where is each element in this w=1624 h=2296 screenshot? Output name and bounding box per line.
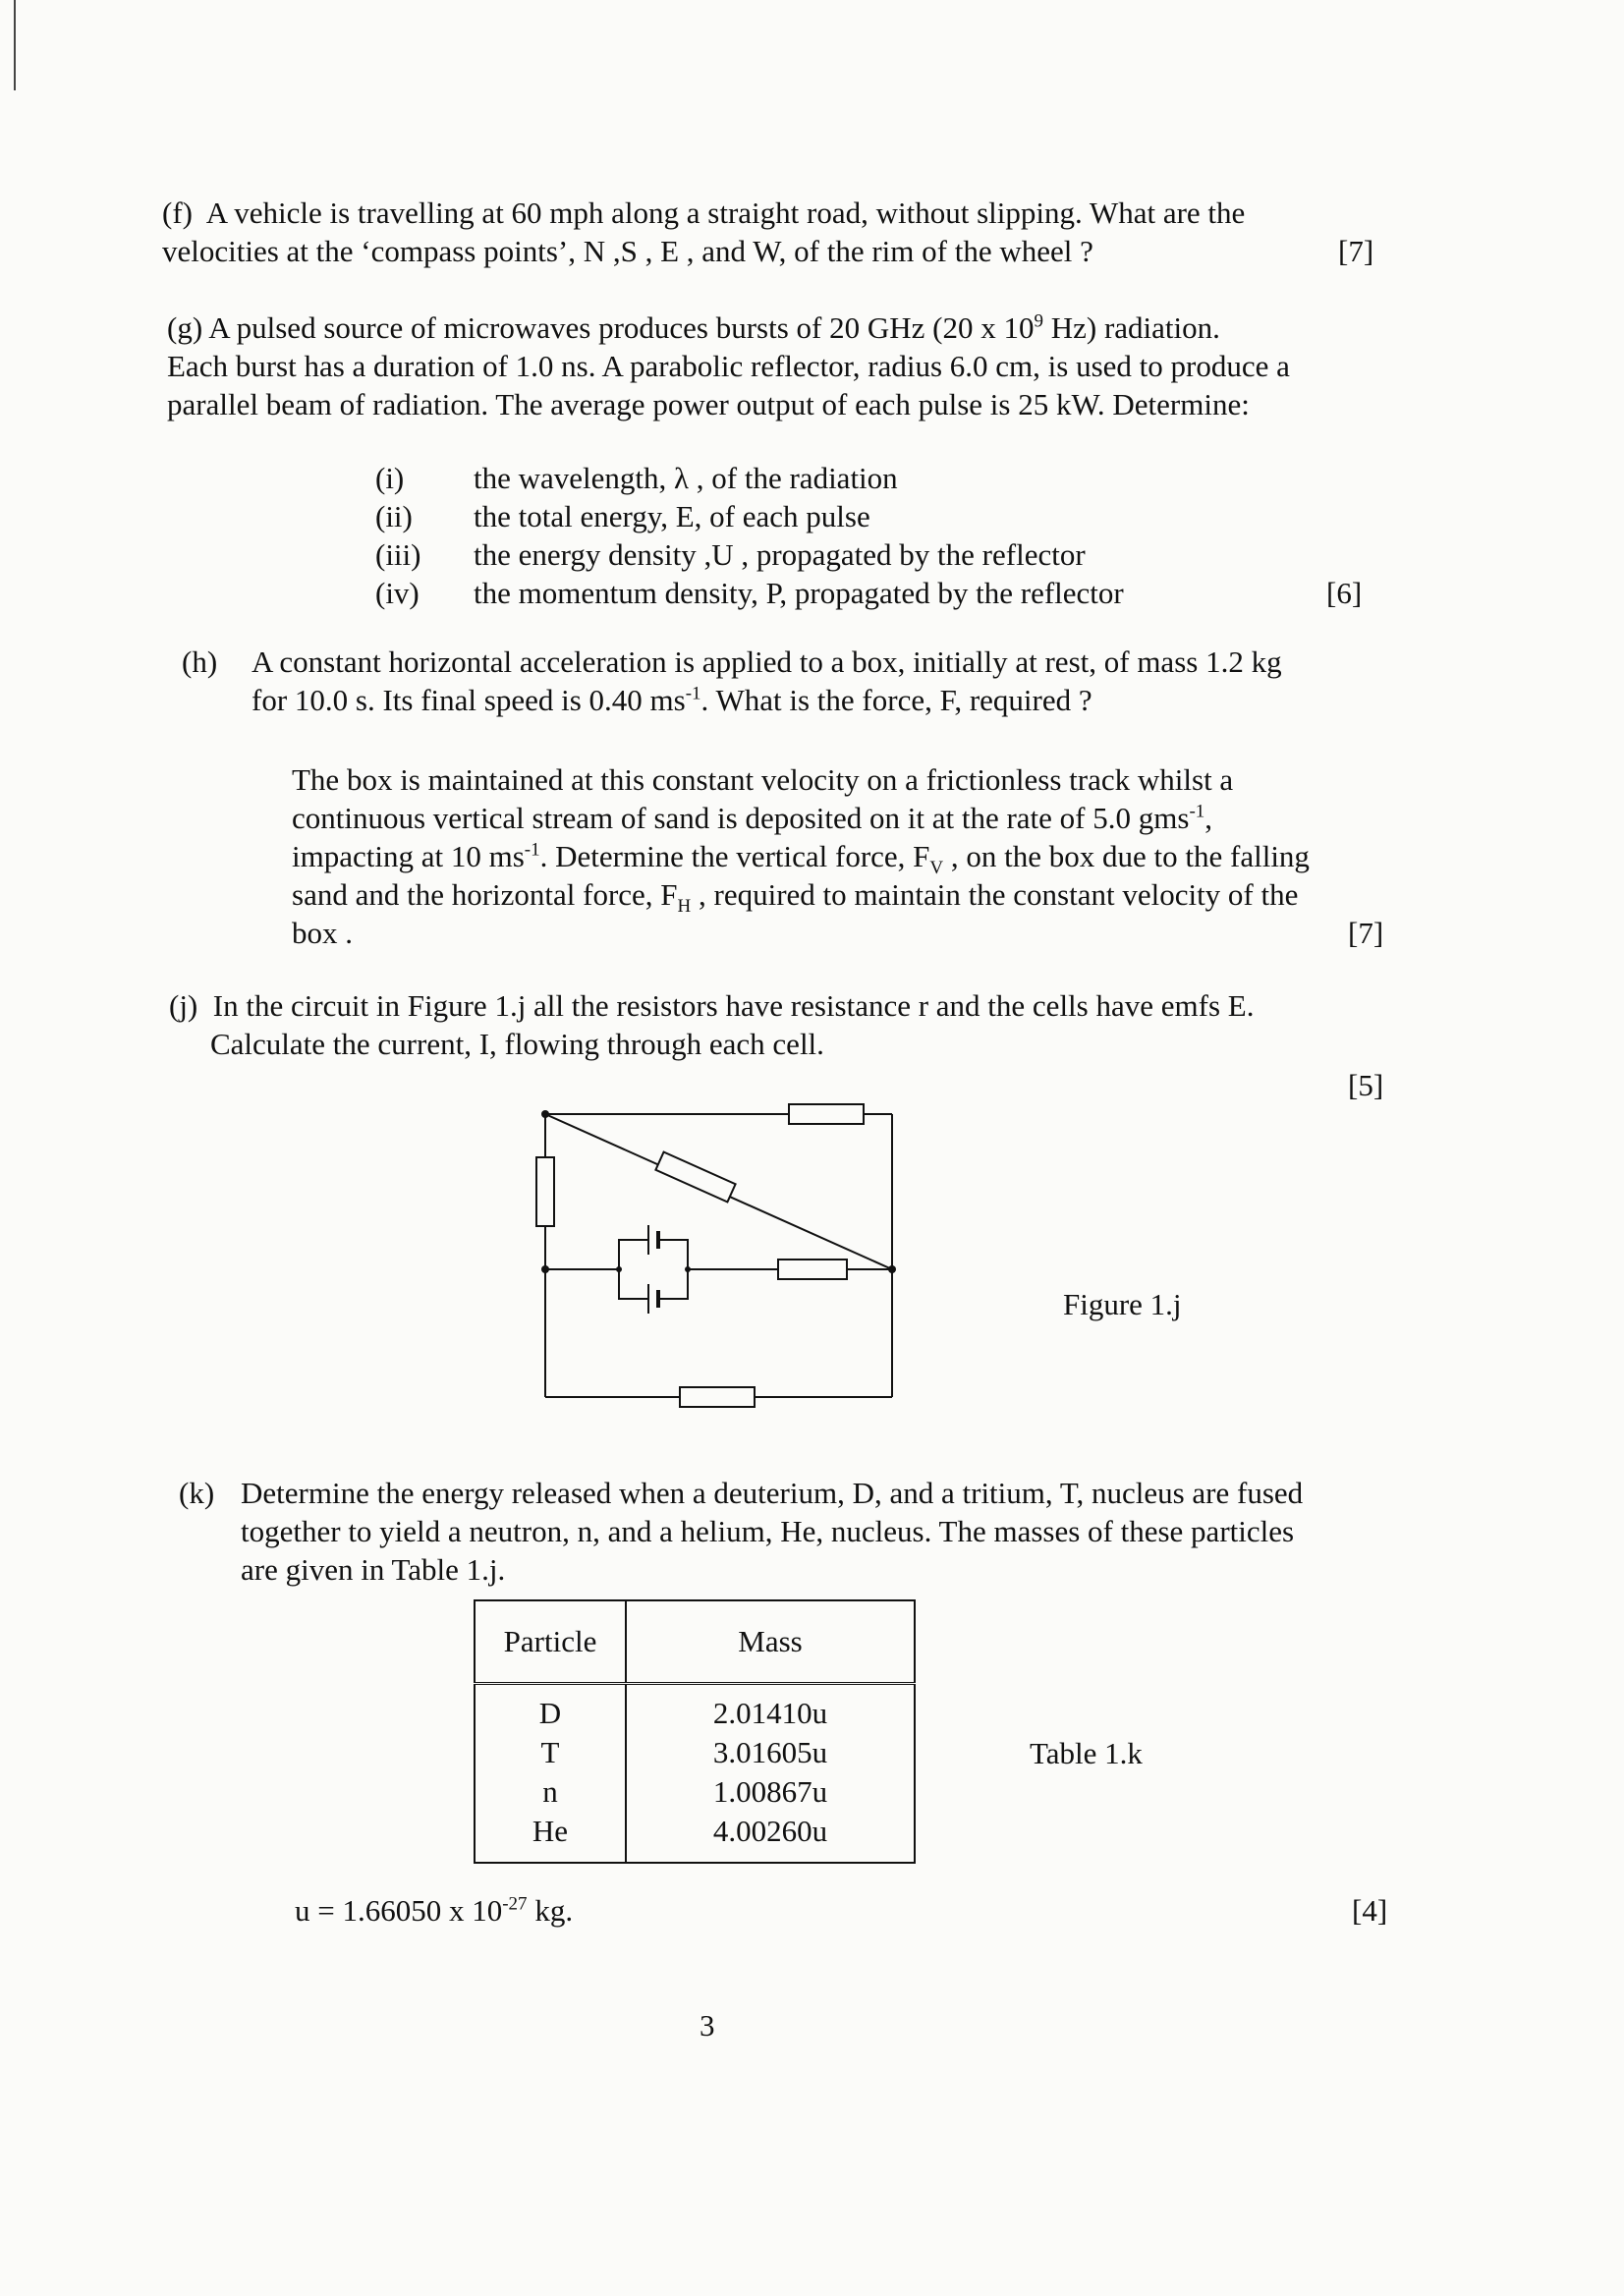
resistor: [680, 1387, 755, 1407]
question-f-line2: velocities at the ‘compass points’, N ,S , E , and W, of the rim of the wheel ?: [162, 234, 1093, 268]
junction: [541, 1265, 549, 1273]
question-j-line1: In the circuit in Figure 1.j all the resistors have resistance r and the cells have emfs E.: [212, 988, 1255, 1023]
question-j-line2: Calculate the current, I, flowing through each cell.: [210, 1027, 824, 1061]
unit-definition: u = 1.66050 x $10^{-27}$ kg.: [295, 1893, 574, 1928]
column-header-particle: Particle: [475, 1600, 626, 1684]
resistor: [789, 1104, 864, 1124]
question-g-line1b: Hz) radiation.: [1042, 310, 1220, 345]
question-g-line1-sup: 9: [1034, 310, 1043, 332]
question-h-label: (h): [182, 644, 218, 679]
question-g-line3: parallel beam of radiation. The average power output of each pulse is 25 kW. Determine:: [167, 387, 1250, 421]
resistor: [778, 1260, 847, 1279]
question-h-line1: A constant horizontal acceleration is applied to a box, initially at rest, of mass 1.2 kg: [252, 644, 1282, 679]
junction: [616, 1266, 622, 1272]
page-number: 3: [700, 2008, 715, 2043]
table-row: He 4.00260u: [475, 1812, 915, 1863]
question-g: [167, 308, 1290, 423]
scan-edge-line: [14, 0, 16, 90]
question-g-line1a: A pulsed source of microwaves produces bursts of 20 GHz (20 x 10: [208, 310, 1035, 345]
question-k-line3: are given in Table 1.j.: [241, 1552, 506, 1587]
question-j-marks: [5]: [1348, 1068, 1384, 1102]
question-k: [241, 1474, 1303, 1589]
resistor: [536, 1157, 554, 1226]
question-h-marks: [7]: [1348, 916, 1384, 950]
question-h: A constant horizontal acceleration is applied to a box, initially at rest, of mass 1.2 kg for 10.0 s. Its final speed is 0.40 $ms^{-1}$. What is the force, F, required ?: [252, 644, 1282, 717]
question-k-label: (k): [179, 1476, 215, 1510]
question-f: [162, 194, 1245, 270]
table-row: T 3.01605u: [475, 1733, 915, 1772]
question-g-marks: [6]: [1326, 576, 1363, 610]
mass-table: [474, 1599, 916, 1864]
list-item: (ii) the total energy, E, of each pulse: [375, 499, 870, 533]
junction: [888, 1265, 896, 1273]
question-f-line1: A vehicle is travelling at 60 mph along a straight road, without slipping. What are the: [205, 196, 1246, 230]
resistor: [655, 1152, 735, 1203]
question-f-marks: [7]: [1338, 234, 1374, 268]
question-g-line2: Each burst has a duration of 1.0 ns. A parabolic reflector, radius 6.0 cm, is used to produce a: [167, 349, 1290, 383]
question-k-marks: [4]: [1352, 1893, 1388, 1928]
junction: [685, 1266, 691, 1272]
list-item: (i) the wavelength, λ , of the radiation: [375, 461, 898, 495]
table-caption: Table 1.k: [1030, 1736, 1143, 1770]
table-row: n 1.00867u: [475, 1772, 915, 1812]
question-f-label: (f): [162, 196, 193, 230]
junction: [541, 1110, 549, 1118]
list-item: (iv) the momentum density, P, propagated by the reflector: [375, 576, 1124, 610]
question-j: [169, 986, 1254, 1063]
list-item: (iii) the energy density ,U , propagated by the reflector: [375, 537, 1086, 572]
question-j-label: (j): [169, 988, 198, 1023]
figure-caption: Figure 1.j: [1063, 1287, 1182, 1321]
question-g-items: [375, 459, 1124, 612]
table-header-row: [475, 1600, 915, 1684]
table-row: D 2.01410u: [475, 1684, 915, 1734]
column-header-mass: Mass: [626, 1600, 915, 1684]
question-k-line2: together to yield a neutron, n, and a helium, He, nucleus. The masses of these particles: [241, 1514, 1295, 1548]
cell-loop: [619, 1240, 688, 1299]
question-h-part2: The box is maintained at this constant velocity on a frictionless track whilst a continuous vertical stream of sand is deposited on it at the rate of 5.0 gms$^{-1}$, impacting at 10 $ms^{-1}$. Determine the vertical force, $F_V$ , on the box due to the falling sand and the horizontal force, $F_H$ , required to maintain the constant velocity of the box .: [292, 762, 1310, 950]
question-k-line1: Determine the energy released when a deuterium, D, and a tritium, T, nucleus are fused: [241, 1476, 1304, 1510]
question-g-label: (g): [167, 310, 203, 345]
circuit-diagram: [511, 1100, 924, 1415]
